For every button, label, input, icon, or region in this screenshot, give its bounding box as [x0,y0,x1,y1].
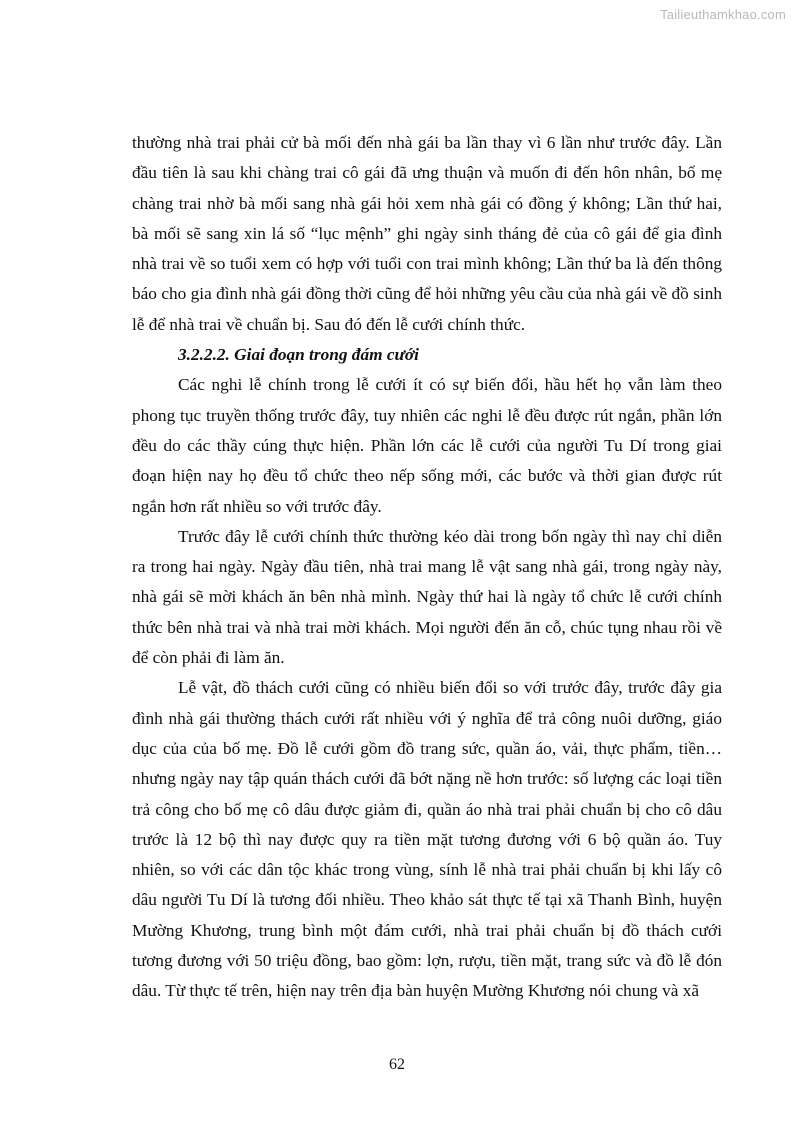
page-body [132,128,722,1007]
paragraph-duration: Trước đây lễ cưới chính thức thường kéo dài trong bốn ngày thì nay chỉ diễn ra trong hai ngày. Ngày đầu tiên, nhà trai mang lễ vật sang nhà gái, trong ngày này, nhà gái sẽ mời khách ăn bên nhà mình. Ngày thứ hai là ngày tổ chức lễ cưới chính thức bên nhà trai và nhà trai mời khách. Mọi người đến ăn cỗ, chúc tụng nhau rồi về để còn phải đi làm ăn. [132,526,722,668]
paragraph-ceremonies: Các nghi lễ chính trong lễ cưới ít có sự biến đổi, hầu hết họ vẫn làm theo phong tục truyền thống trước đây, tuy nhiên các nghi lễ đều được rút ngắn, phần lớn đều do các thầy cúng thực hiện. Phần lớn các lễ cưới của người Tu Dí trong giai đoạn hiện nay họ đều tổ chức theo nếp sống mới, các bước và thời gian được rút ngắn hơn rất nhiều so với trước đây. [132,375,722,516]
paragraph-gifts: Lễ vật, đồ thách cưới cũng có nhiều biến đổi so với trước đây, trước đây gia đình nhà gái thường thách cưới rất nhiều với ý nghĩa để trả công nuôi dưỡng, giáo dục của của bố mẹ. Đồ lễ cưới gồm đồ trang sức, quần áo, vải, thực phẩm, tiền… nhưng ngày nay tập quán thách cưới đã bớt nặng nề hơn trước: số lượng các loại tiền trả công cho bố mẹ cô dâu được giảm đi, quần áo nhà trai phải chuẩn bị cho cô dâu trước là 12 bộ thì nay được quy ra tiền mặt tương đương với 6 bộ quần áo. Tuy nhiên, so với các dân tộc khác trong vùng, sính lễ nhà trai phải chuẩn bị khi lấy cô dâu người Tu Dí là tương đối nhiều. Theo khảo sát thực tế tại xã Thanh Bình, huyện Mường Khương, trung bình một đám cưới, nhà trai phải chuẩn bị đồ thách cưới tương đương với 50 triệu đồng, bao gồm: lợn, rượu, tiền mặt, trang sức và đồ lễ đón dâu. Từ thực tế trên, hiện nay trên địa bàn huyện Mường Khương nói chung và xã [132,678,722,1001]
paragraph-continuation: thường nhà trai phải cử bà mối đến nhà gái ba lần thay vì 6 lần như trước đây. Lần đầu tiên là sau khi chàng trai cô gái đã ưng thuận và muốn đi đến hôn nhân, bố mẹ chàng trai nhờ bà mối sang nhà gái hỏi xem nhà gái có đồng ý không; Lần thứ hai, bà mối sẽ sang xin lá số “lục mệnh” ghi ngày sinh tháng đẻ của cô gái để gia đình nhà trai về so tuổi xem có hợp với tuổi con trai mình không; Lần thứ ba là đến thông báo cho gia đình nhà gái đồng thời cũng để hỏi những yêu cầu của nhà gái về đồ sinh lễ để nhà trai về chuẩn bị. Sau đó đến lễ cưới chính thức. [132,133,722,334]
section-heading: 3.2.2.2. Giai đoạn trong đám cưới [178,345,419,365]
watermark: Tailieuthamkhao.com [660,7,786,22]
page-number: 62 [389,1056,405,1073]
